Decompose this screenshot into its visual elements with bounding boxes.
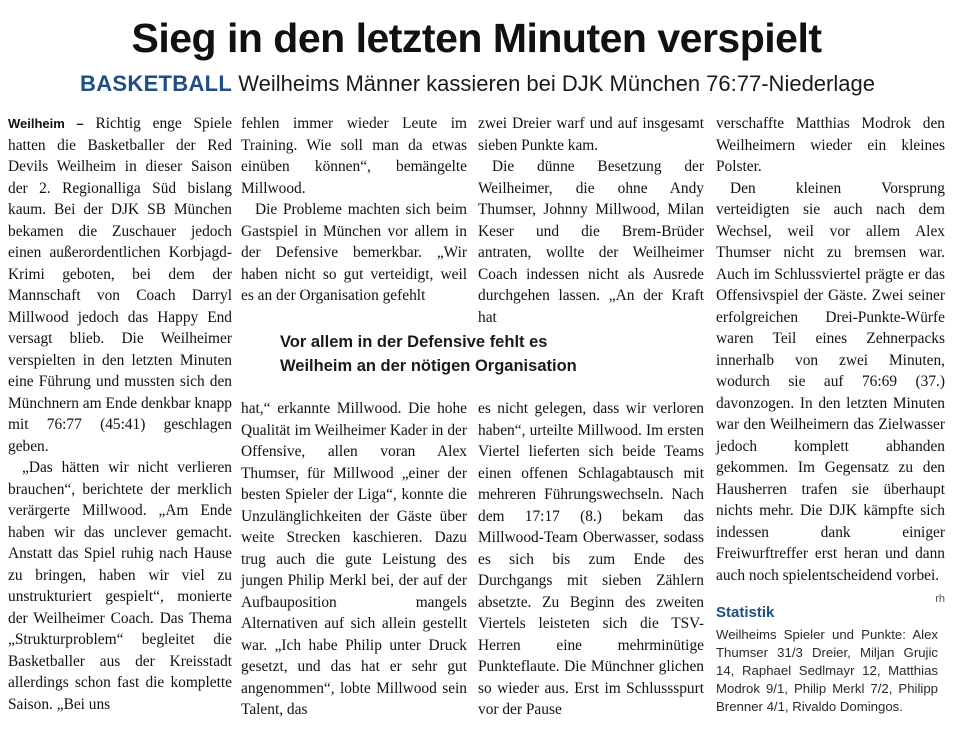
pull-quote: [280, 330, 680, 378]
article-paragraph: Die dünne Besetzung der Weilheimer, die ohne Andy Thumser, Johnny Millwood, Milan Keser und die Brem-Brüder antraten, wollte der Weilheimer Coach indessen nicht als Ausrede durchgehen lassen. „An der Kraft hat: [478, 158, 704, 326]
subheadline-text: Weilheims Männer kassieren bei DJK München 76:77-Niederlage: [238, 71, 875, 96]
pull-quote-line: Weilheim an der nötigen Organisation: [280, 357, 577, 375]
statistik-heading: Statistik: [716, 604, 775, 621]
dateline: Weilheim –: [8, 116, 84, 131]
paragraph-text: Den kleinen Vorsprung verteidigten sie auch nach dem Wechsel, weil vor allem Alex Thumser nicht zu bremsen war. Auch im Schlussviertel prägte er das Offensivspiel der Gäste. Zwei seiner erfolgreichen Drei-Punkte-Würfe waren Teil eines Zehnerpacks innerhalb von zwei Minuten, wodurch sie auf 76:69 (37.) davonzogen. In den letzten Minuten war den Weilheimern das Zielwasser jedoch komplett abhanden gekommen. Im Gegensatz zu den Hausherren trafen sie überhaupt nichts mehr. Die DJK kämpfte sich indessen dank einiger Freiwurftreffer erst heran und dann auch noch spielentscheidend vorbei.: [716, 179, 945, 584]
article-paragraph: es nicht gelegen, dass wir verloren haben“, urteilte Millwood. Im ersten Viertel lieferten sich beide Teams einen offenen Schlagabtausch mit mehreren Führungswechseln. Nach dem 17:17 (8.) bekam das Millwood-Team Oberwasser, sodass es sich bis zum Ende des Durchgangs mit sieben Zählern absetzte. Zu Beginn des zweiten Viertels leisteten sich die TSV-Herren eine mehrminütige Punkteflaute. Die Münchner glichen so wieder aus. Erst im Schlussspurt vor der Pause: [478, 400, 704, 718]
subheadline: [10, 70, 945, 98]
article-column-3-top: [478, 113, 704, 328]
article-paragraph: hat,“ erkannte Millwood. Die hohe Qualität im Weilheimer Kader in der Offensive, allen voran Alex Thumser, für Millwood „einer der besten Spieler der Liga“, konnte die Unzulänglichkeiten der Gäste über weite Strecken kaschieren. Dazu trug auch die gute Leistung des jungen Philip Merkl bei, der auf der Aufbauposition mangels Alternativen auf sich allein gestellt war. „Ich habe Philip unter Druck gesetzt, und das hat er sehr gut angenommen“, lobte Millwood sein Talent, das: [241, 400, 467, 718]
article-paragraph: Die Probleme machten sich beim Gastspiel in München vor allem in der Defensive bemerkbar. „Wir haben nicht so gut verteidigt, weil es an der Organisation gefehlt: [241, 201, 467, 304]
statistik-text: Weilheims Spieler und Punkte: Alex Thumser 31/3 Dreier, Miljan Grujic 14, Raphael Sedlmayr 12, Matthias Modrok 9/1, Philip Merkl 7/2, Philipp Brenner 4/1, Rivaldo Domingos.: [716, 627, 938, 714]
article-column-1: [8, 113, 232, 715]
article-paragraph: „Das hätten wir nicht verlieren brauchen“, berichtete der merklich verärgerte Millwood. „Am Ende haben wir das unclever gemacht. Anstatt das Spiel ruhig nach Hause zu bringen, haben wir viel zu unstrukturiert gespielt“, monierte der Weilheimer Coach. Das Thema „Strukturproblem“ begleitet die Basketballer aus der Kreisstadt allerdings schon fast die komplette Saison. „Bei uns: [8, 459, 232, 713]
article-paragraph: [8, 113, 232, 457]
article-paragraph: zwei Dreier warf und auf insgesamt sieben Punkte kam.: [478, 115, 704, 154]
article-column-3-bottom: [478, 398, 704, 721]
article-column-4: [716, 113, 945, 611]
paragraph-text: Richtig enge Spiele hatten die Basketballer der Red Devils Weilheim in dieser Saison der 2. Regionalliga Süd bislang kaum. Bei der DJK SB München bekamen die Zuschauer jedoch einen außerordentlichen Korbjagd-Krimi geboten, bei dem der Mannschaft von Coach Darryl Millwood jedoch das Happy End versagt blieb. Die Weilheimer verspielten in den letzten Minuten eine Führung und mussten sich den Münchnern am Ende denkbar knapp mit 76:77 (45:41) geschlagen geben.: [8, 115, 232, 455]
section-kicker: BASKETBALL: [80, 71, 233, 96]
article-column-2-top: [241, 113, 467, 307]
pull-quote-line: Vor allem in der Defensive fehlt es: [280, 333, 548, 351]
article-paragraph: [716, 178, 945, 605]
article-paragraph: verschaffte Matthias Modrok den Weilheimern wieder ein kleines Polster.: [716, 115, 945, 175]
headline: Sieg in den letzten Minuten verspielt: [131, 15, 822, 61]
author-signature: rh: [935, 593, 945, 605]
article-column-2-bottom: [241, 398, 467, 721]
article-paragraph: fehlen immer wieder Leute im Training. Wie soll man da etwas einüben können“, bemängelte Millwood.: [241, 115, 467, 197]
